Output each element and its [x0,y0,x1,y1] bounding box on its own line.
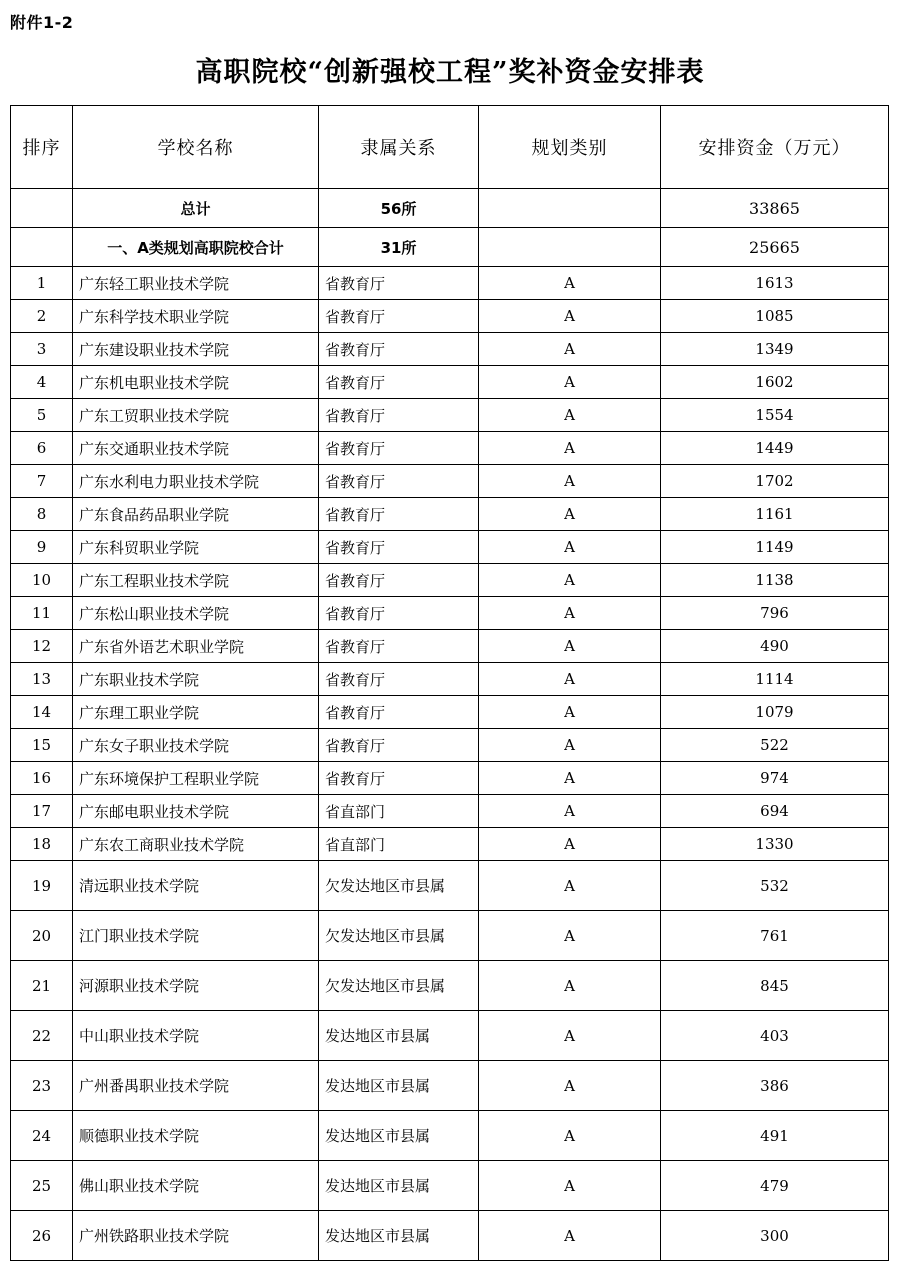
summary-amount-cell: 25665 [661,228,889,267]
row-affiliation-cell: 省教育厅 [319,729,479,762]
row-school-cell: 广东水利电力职业技术学院 [73,465,319,498]
row-plan-cell: A [479,597,661,630]
table-row [11,961,889,1011]
table-row [11,1011,889,1061]
table-row [11,663,889,696]
row-plan-cell: A [479,1161,661,1211]
row-affiliation-cell: 省教育厅 [319,399,479,432]
row-amount-cell: 490 [661,630,889,663]
table-row [11,1061,889,1111]
row-plan-cell: A [479,498,661,531]
row-plan-cell: A [479,1111,661,1161]
row-rank-cell: 13 [11,663,73,696]
row-rank-cell: 8 [11,498,73,531]
row-affiliation-cell: 省教育厅 [319,432,479,465]
row-plan-cell: A [479,531,661,564]
row-rank-cell: 15 [11,729,73,762]
row-rank-cell: 21 [11,961,73,1011]
row-school-cell: 广东机电职业技术学院 [73,366,319,399]
table-row [11,366,889,399]
row-amount-cell: 1085 [661,300,889,333]
row-rank-cell: 1 [11,267,73,300]
table-row [11,1161,889,1211]
row-plan-cell: A [479,663,661,696]
table-body [11,189,889,1261]
column-header-school: 学校名称 [73,106,319,189]
row-rank-cell: 11 [11,597,73,630]
row-plan-cell: A [479,399,661,432]
row-plan-cell: A [479,1211,661,1261]
row-plan-cell: A [479,432,661,465]
row-school-cell: 广州番禺职业技术学院 [73,1061,319,1111]
row-plan-cell: A [479,300,661,333]
row-school-cell: 广东科贸职业学院 [73,531,319,564]
row-affiliation-cell: 省教育厅 [319,564,479,597]
row-plan-cell: A [479,564,661,597]
row-rank-cell: 22 [11,1011,73,1061]
row-school-cell: 广东工贸职业技术学院 [73,399,319,432]
row-amount-cell: 1138 [661,564,889,597]
row-school-cell: 江门职业技术学院 [73,911,319,961]
row-plan-cell: A [479,696,661,729]
row-amount-cell: 974 [661,762,889,795]
row-amount-cell: 491 [661,1111,889,1161]
row-rank-cell: 19 [11,861,73,911]
row-school-cell: 广东环境保护工程职业学院 [73,762,319,795]
row-affiliation-cell: 省教育厅 [319,597,479,630]
summary-rank-cell [11,228,73,267]
table-row [11,432,889,465]
row-rank-cell: 12 [11,630,73,663]
row-affiliation-cell: 省直部门 [319,795,479,828]
row-plan-cell: A [479,911,661,961]
row-affiliation-cell: 发达地区市县属 [319,1211,479,1261]
row-amount-cell: 403 [661,1011,889,1061]
row-school-cell: 清远职业技术学院 [73,861,319,911]
table-row [11,795,889,828]
summary-plan-cell [479,189,661,228]
row-affiliation-cell: 省教育厅 [319,630,479,663]
row-affiliation-cell: 省直部门 [319,828,479,861]
table-row [11,1111,889,1161]
row-rank-cell: 14 [11,696,73,729]
row-rank-cell: 6 [11,432,73,465]
table-row [11,911,889,961]
row-affiliation-cell: 省教育厅 [319,696,479,729]
row-rank-cell: 7 [11,465,73,498]
row-rank-cell: 3 [11,333,73,366]
table-row [11,399,889,432]
row-amount-cell: 845 [661,961,889,1011]
attachment-label: 附件1-2 [10,13,74,32]
row-amount-cell: 1161 [661,498,889,531]
row-affiliation-cell: 省教育厅 [319,300,479,333]
summary-affiliation-cell: 31所 [319,228,479,267]
row-amount-cell: 796 [661,597,889,630]
row-plan-cell: A [479,465,661,498]
row-rank-cell: 2 [11,300,73,333]
row-rank-cell: 24 [11,1111,73,1161]
row-school-cell: 广东科学技术职业学院 [73,300,319,333]
row-school-cell: 广东农工商职业技术学院 [73,828,319,861]
page-title: 高职院校“创新强校工程”奖补资金安排表 [195,57,705,88]
summary-row [11,189,889,228]
summary-label-cell: 一、A类规划高职院校合计 [73,228,319,267]
row-plan-cell: A [479,762,661,795]
row-amount-cell: 694 [661,795,889,828]
row-amount-cell: 1149 [661,531,889,564]
row-plan-cell: A [479,961,661,1011]
table-row [11,564,889,597]
column-header-affiliation: 隶属关系 [319,106,479,189]
row-rank-cell: 20 [11,911,73,961]
row-rank-cell: 10 [11,564,73,597]
table-header-row [11,106,889,189]
table-row [11,630,889,663]
row-rank-cell: 9 [11,531,73,564]
table-row [11,861,889,911]
fund-allocation-table [10,105,889,1261]
row-amount-cell: 522 [661,729,889,762]
row-plan-cell: A [479,828,661,861]
summary-rank-cell [11,189,73,228]
row-affiliation-cell: 省教育厅 [319,366,479,399]
row-school-cell: 广东交通职业技术学院 [73,432,319,465]
row-plan-cell: A [479,267,661,300]
row-affiliation-cell: 省教育厅 [319,498,479,531]
row-school-cell: 广东邮电职业技术学院 [73,795,319,828]
table-row [11,333,889,366]
row-amount-cell: 479 [661,1161,889,1211]
row-plan-cell: A [479,333,661,366]
row-affiliation-cell: 欠发达地区市县属 [319,911,479,961]
row-rank-cell: 25 [11,1161,73,1211]
table-row [11,531,889,564]
row-school-cell: 广东食品药品职业学院 [73,498,319,531]
column-header-amount: 安排资金（万元） [661,106,889,189]
row-school-cell: 广东轻工职业技术学院 [73,267,319,300]
row-amount-cell: 761 [661,911,889,961]
row-amount-cell: 1449 [661,432,889,465]
summary-row [11,228,889,267]
row-plan-cell: A [479,630,661,663]
table-row [11,1211,889,1261]
row-affiliation-cell: 欠发达地区市县属 [319,961,479,1011]
row-affiliation-cell: 省教育厅 [319,333,479,366]
row-amount-cell: 1349 [661,333,889,366]
row-school-cell: 广东工程职业技术学院 [73,564,319,597]
row-school-cell: 广东女子职业技术学院 [73,729,319,762]
table-row [11,597,889,630]
row-rank-cell: 23 [11,1061,73,1111]
table-row [11,729,889,762]
row-amount-cell: 300 [661,1211,889,1261]
column-header-plan: 规划类别 [479,106,661,189]
summary-label-cell: 总计 [73,189,319,228]
summary-amount-cell: 33865 [661,189,889,228]
row-amount-cell: 532 [661,861,889,911]
row-affiliation-cell: 省教育厅 [319,762,479,795]
table-row [11,498,889,531]
row-amount-cell: 1613 [661,267,889,300]
row-school-cell: 河源职业技术学院 [73,961,319,1011]
row-plan-cell: A [479,729,661,762]
row-rank-cell: 4 [11,366,73,399]
summary-plan-cell [479,228,661,267]
row-rank-cell: 26 [11,1211,73,1261]
row-affiliation-cell: 发达地区市县属 [319,1111,479,1161]
row-amount-cell: 1079 [661,696,889,729]
row-rank-cell: 17 [11,795,73,828]
row-affiliation-cell: 省教育厅 [319,531,479,564]
row-school-cell: 广州铁路职业技术学院 [73,1211,319,1261]
row-rank-cell: 5 [11,399,73,432]
table-row [11,828,889,861]
row-amount-cell: 1702 [661,465,889,498]
row-school-cell: 中山职业技术学院 [73,1011,319,1061]
row-plan-cell: A [479,1061,661,1111]
row-plan-cell: A [479,1011,661,1061]
row-school-cell: 广东理工职业学院 [73,696,319,729]
fund-table-container [10,105,888,1261]
row-plan-cell: A [479,366,661,399]
table-row [11,762,889,795]
row-amount-cell: 386 [661,1061,889,1111]
table-row [11,696,889,729]
row-school-cell: 佛山职业技术学院 [73,1161,319,1211]
row-affiliation-cell: 欠发达地区市县属 [319,861,479,911]
row-plan-cell: A [479,795,661,828]
row-amount-cell: 1602 [661,366,889,399]
row-school-cell: 广东职业技术学院 [73,663,319,696]
row-affiliation-cell: 发达地区市县属 [319,1011,479,1061]
row-rank-cell: 18 [11,828,73,861]
summary-affiliation-cell: 56所 [319,189,479,228]
table-row [11,300,889,333]
row-rank-cell: 16 [11,762,73,795]
row-amount-cell: 1330 [661,828,889,861]
row-school-cell: 广东建设职业技术学院 [73,333,319,366]
row-affiliation-cell: 省教育厅 [319,663,479,696]
row-amount-cell: 1114 [661,663,889,696]
row-affiliation-cell: 发达地区市县属 [319,1061,479,1111]
table-row [11,267,889,300]
table-row [11,465,889,498]
table-header [11,106,889,189]
row-affiliation-cell: 发达地区市县属 [319,1161,479,1211]
row-affiliation-cell: 省教育厅 [319,267,479,300]
column-header-rank: 排序 [11,106,73,189]
row-affiliation-cell: 省教育厅 [319,465,479,498]
row-school-cell: 广东省外语艺术职业学院 [73,630,319,663]
row-amount-cell: 1554 [661,399,889,432]
row-school-cell: 广东松山职业技术学院 [73,597,319,630]
row-school-cell: 顺德职业技术学院 [73,1111,319,1161]
row-plan-cell: A [479,861,661,911]
